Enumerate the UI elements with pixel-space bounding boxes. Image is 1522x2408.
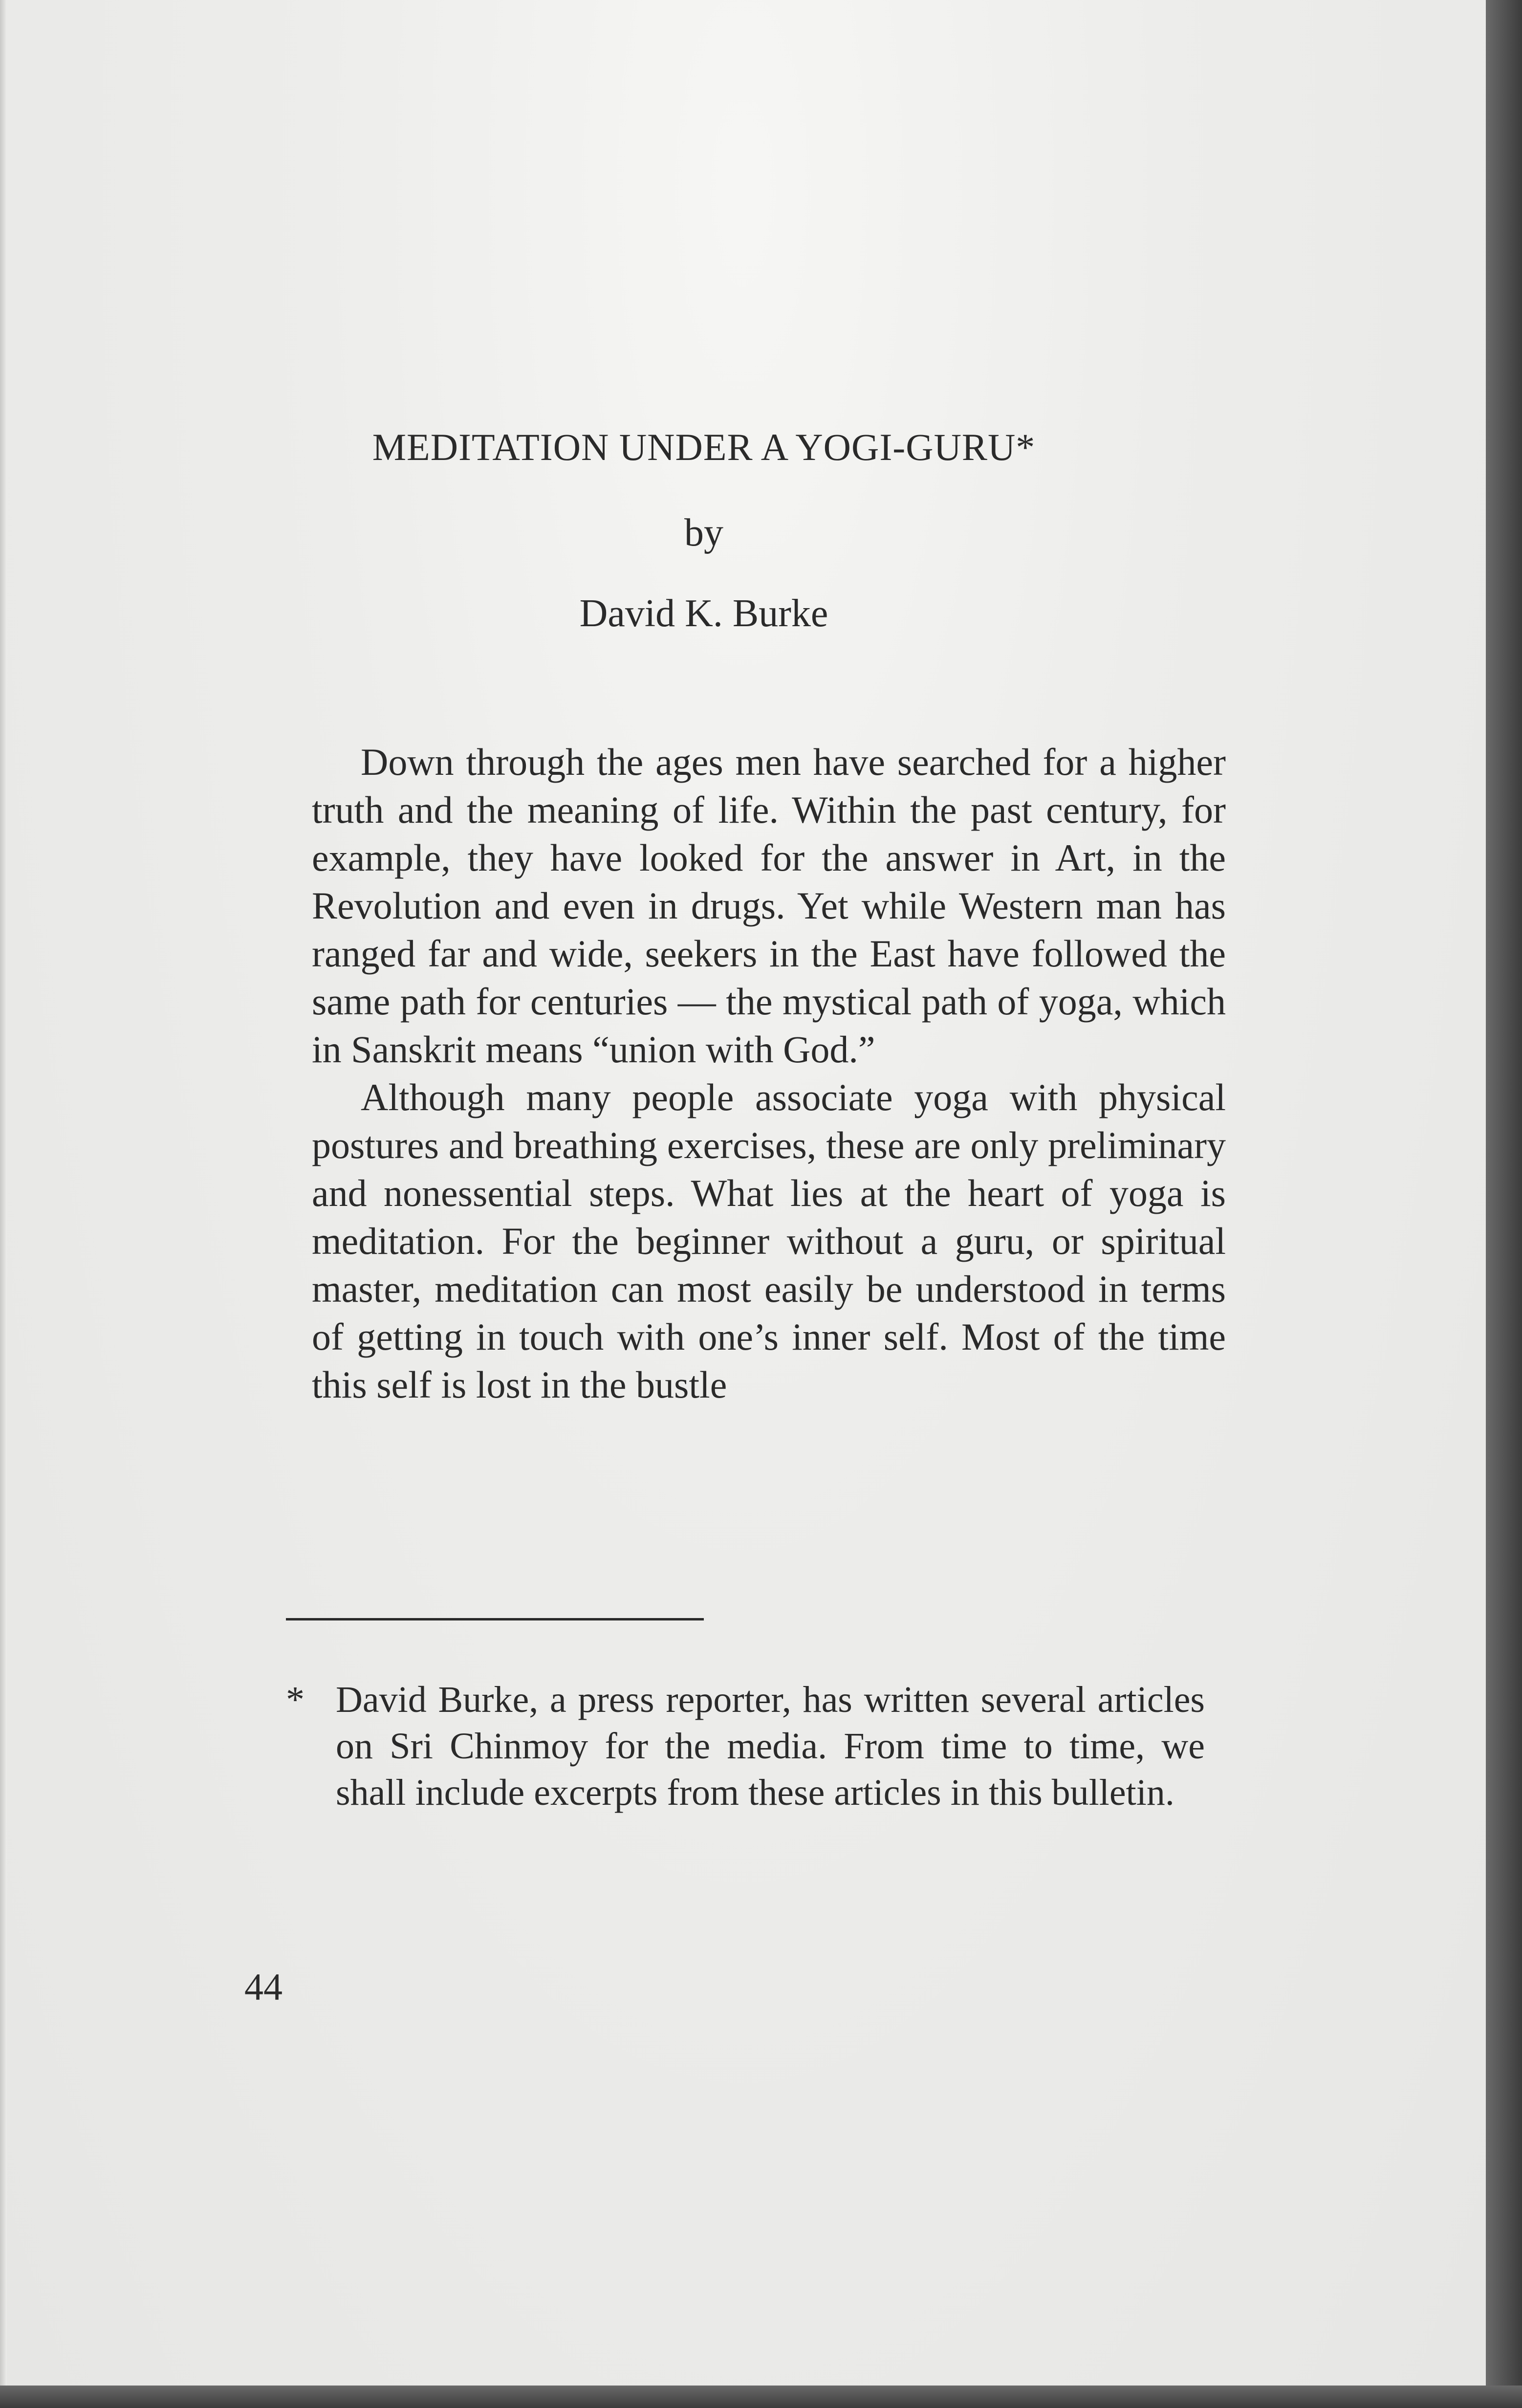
- footnote-marker: *: [286, 1679, 304, 1720]
- paragraph-2: Although many people associate yoga with physical postures and breathing exercises, these are only preliminary and nonessential steps. What lies at the heart of yoga is meditation. For the beginner without a guru, or spiritual master, meditation can most easily be understood in terms of getting in touch with one’s inner self. Most of the time this self is lost in the bustle: [312, 1076, 1226, 1406]
- paragraph-1: Down through the ages men have searched for a higher truth and the meaning of life. Within the past century, for example, they have looked for the answer in Art, in the Revolution and even in drugs. Yet while Western man has ranged far and wide, seekers in the East have followed the same path for centuries — the mystical path of yoga, which in Sanskrit means “union with God.”: [312, 741, 1226, 1071]
- footnote-divider: [286, 1618, 704, 1620]
- page-shadow-left: [0, 0, 7, 2386]
- author-name: David K. Burke: [579, 592, 828, 635]
- footnote-text: David Burke, a press reporter, has written several articles on Sri Chinmoy for the media. From time to time, we shall include excerpts from these articles in this bulletin.: [336, 1679, 1205, 1813]
- scan-border-bottom: [0, 2386, 1522, 2408]
- article-title: MEDITATION UNDER A YOGI-GURU*: [372, 426, 1036, 468]
- page-number: 44: [244, 1966, 283, 2008]
- byline: by: [684, 511, 723, 554]
- footnote: [286, 1677, 1205, 1816]
- scan-border-right: [1486, 0, 1522, 2408]
- article-body: [312, 738, 1226, 1409]
